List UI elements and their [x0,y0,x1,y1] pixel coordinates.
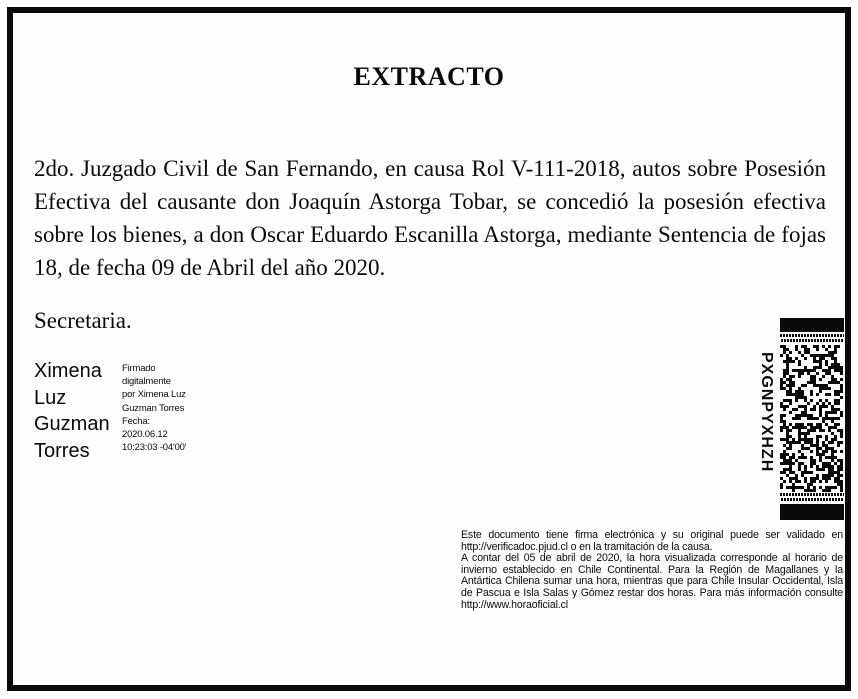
signer-name-line: Luz [34,386,67,409]
signature-meta-line: Firmado [122,363,156,374]
signature-meta-line: Fecha: [122,415,150,427]
electronic-signature-notice [461,530,843,611]
signature-meta-line: digitalmente [122,376,171,388]
verification-code-text: PXGNPYXHZH [758,352,775,473]
signature-meta-line: Guzman Torres [122,402,185,414]
signer-name-line: Torres [34,439,90,462]
barcode-2d-image [780,318,844,520]
signature-meta-line: 2020.06.12 [122,429,168,441]
document-title: EXTRACTO [353,62,505,91]
signer-name-line: Ximena [34,360,102,382]
notice-paragraph: Este documento tiene firma electrónica y su original puede ser validado en http://verificadoc.pjud.cl o en la tramitación de la causa. [461,529,843,553]
digital-signature-details [122,362,222,454]
signer-name [34,358,124,464]
extract-body: 2do. Juzgado Civil de San Fernando, en causa Rol V-111-2018, autos sobre Posesión Efectiva del causante don Joaquín Astorga Tobar, se concedió la posesión efectiva sobre los bienes, a don Oscar Eduardo Escanilla Astorga, mediante Sentencia de fojas 18, de fecha 09 de Abril del año 2020. [34,156,826,280]
signer-name-line: Guzman [34,413,110,435]
signature-meta-line: por Ximena Luz [122,389,186,401]
closing-line: Secretaria. [34,308,132,333]
notice-paragraph: A contar del 05 de abril de 2020, la hora visualizada corresponde al horario de invierno establecido en Chile Continental. Para la Región de Magallanes y la Antártica Chilena sumar una hora, mientras que para Chile Insular Occidental, Isla de Pascua e Isla Salas y Gómez restar dos horas. Para más información consulte http://www.horaoficial.cl [461,552,843,611]
signature-meta-line: 10:23:03 -04'00' [122,442,187,454]
